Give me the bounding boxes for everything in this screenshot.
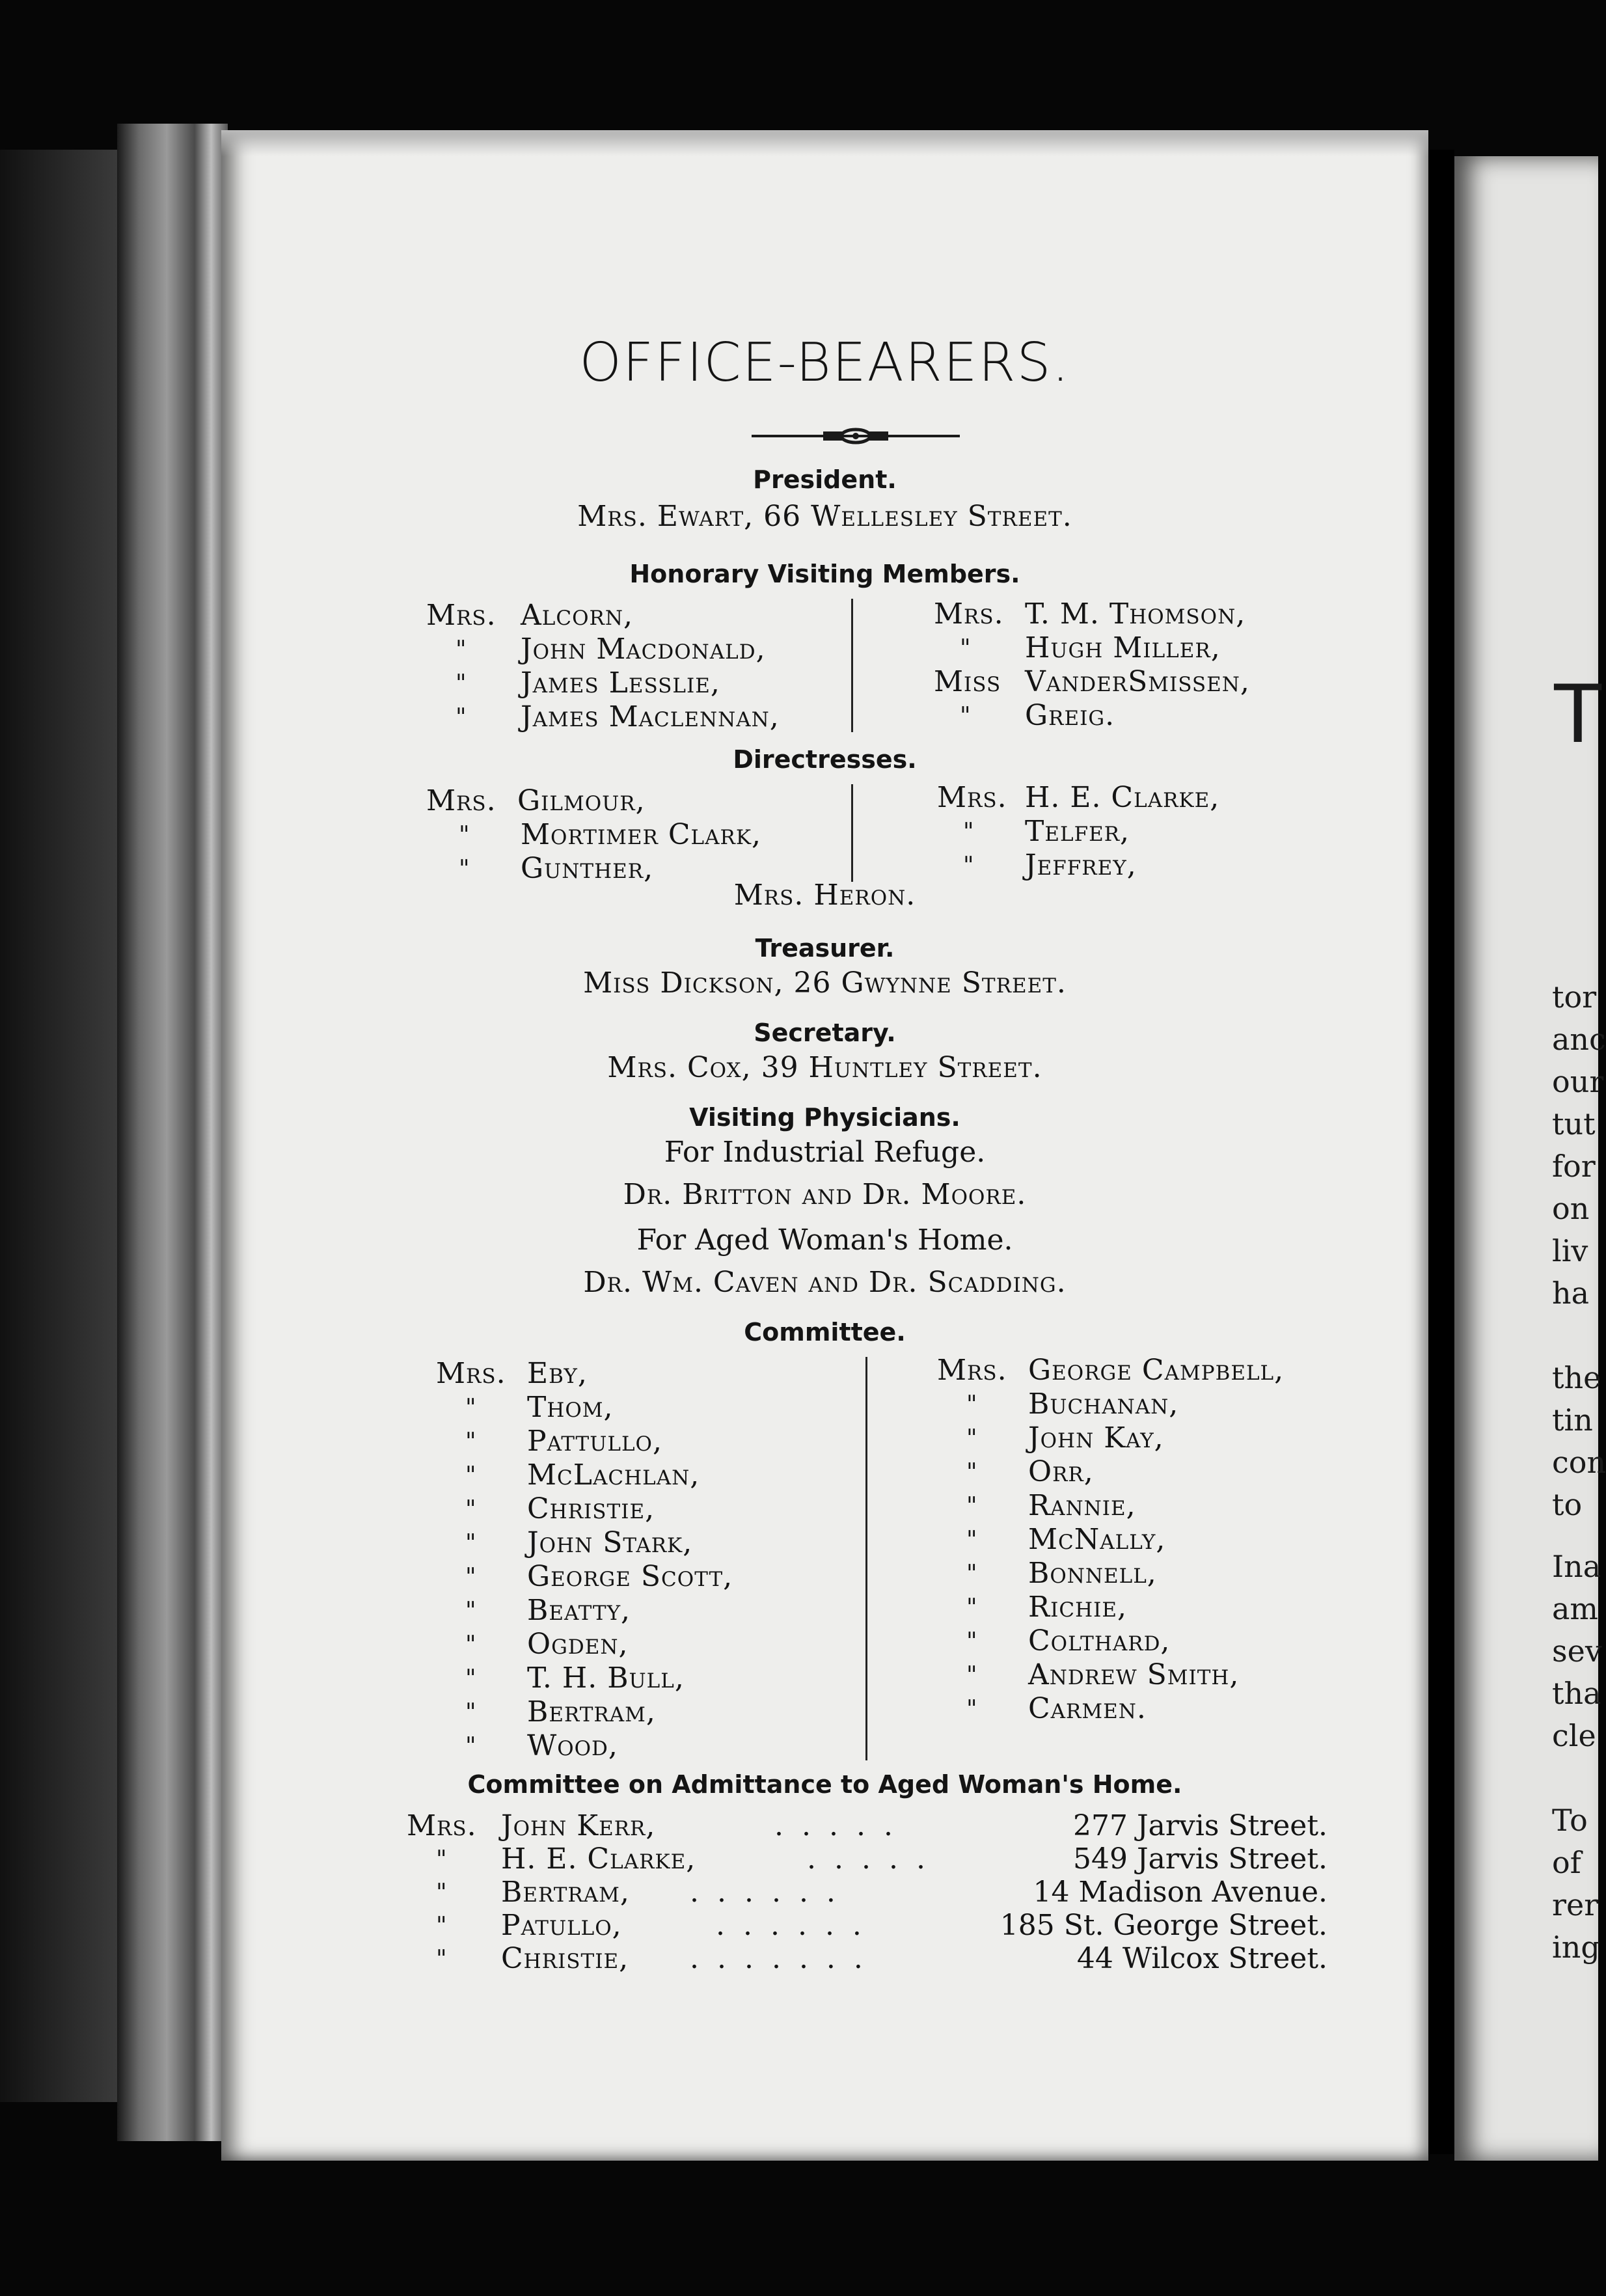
directresses-footer: Mrs. Heron.: [733, 879, 916, 912]
ditto-mark: ": [966, 1662, 977, 1689]
next-page-line: tin: [1552, 1402, 1593, 1438]
refuge-physicians: Dr. Britton and Dr. Moore.: [623, 1178, 1027, 1211]
ditto-mark: ": [966, 1459, 977, 1486]
next-page-line: on: [1552, 1191, 1590, 1226]
ditto-mark: ": [465, 1462, 476, 1489]
directresses-left-name: Gilmour,: [517, 784, 646, 817]
column-divider: [865, 1357, 867, 1760]
committee-right-name: Andrew Smith,: [1028, 1658, 1240, 1691]
next-page-line: the: [1552, 1360, 1601, 1395]
next-page-initial: T: [1552, 665, 1604, 760]
leader-dots: .....: [774, 1809, 911, 1842]
treasurer-name: Miss Dickson, 26 Gwynne Street.: [583, 966, 1067, 1000]
honorary-left-name: James Lesslie,: [521, 666, 720, 700]
committee-left-name: Ogden,: [527, 1628, 629, 1661]
committee-right-title: Mrs.: [937, 1354, 1007, 1387]
committee-right-name: Orr,: [1028, 1455, 1094, 1488]
admittance-name: Patullo,: [501, 1909, 622, 1942]
committee-left-name: Christie,: [527, 1492, 655, 1525]
ditto-mark: ": [465, 1395, 476, 1421]
physicians-heading: Visiting Physicians.: [689, 1103, 960, 1132]
leader-dots: ......: [690, 1876, 854, 1909]
treasurer-heading: Treasurer.: [755, 934, 895, 963]
column-divider: [851, 784, 853, 882]
ditto-mark: ": [456, 636, 467, 663]
ditto-mark: ": [465, 1598, 476, 1624]
page-gutter: [1428, 150, 1454, 2154]
committee-left-title: Mrs.: [436, 1357, 506, 1390]
next-page-line: anc: [1552, 1022, 1606, 1057]
next-page-line: for: [1552, 1149, 1596, 1184]
ditto-mark: ": [436, 1879, 447, 1906]
honorary-left-title: Mrs.: [426, 599, 497, 632]
committee-right-name: Rannie,: [1028, 1489, 1136, 1522]
honorary-left-name: Alcorn,: [521, 599, 633, 632]
next-page-line: tut: [1552, 1106, 1596, 1141]
admittance-name: Christie,: [501, 1942, 629, 1975]
next-page-line: tha: [1552, 1676, 1601, 1711]
committee-left-name: McLachlan,: [527, 1458, 700, 1492]
next-page-line: of: [1552, 1845, 1581, 1880]
ditto-mark: ": [966, 1561, 977, 1587]
directresses-left-name: Mortimer Clark,: [521, 818, 762, 851]
book-spine-edge: [117, 124, 228, 2141]
admittance-address: 185 St. George Street.: [1000, 1909, 1327, 1942]
leader-dots: .......: [690, 1942, 881, 1975]
ditto-mark: ": [465, 1496, 476, 1523]
next-page-fragment: [1454, 156, 1606, 2161]
ditto-mark: ": [456, 670, 467, 697]
president-name: Mrs. Ewart, 66 Wellesley Street.: [577, 500, 1072, 533]
committee-heading: Committee.: [744, 1318, 906, 1346]
ditto-mark: ": [966, 1696, 977, 1723]
ditto-mark: ": [456, 704, 467, 731]
next-page-line: ha: [1552, 1276, 1590, 1311]
honorary-left-name: James Maclennan,: [521, 700, 780, 733]
honorary-right-name: VanderSmissen,: [1025, 665, 1250, 698]
next-page-line: our: [1552, 1064, 1604, 1099]
directresses-left-name: Gunther,: [521, 852, 654, 885]
next-page-line: con: [1552, 1445, 1606, 1480]
next-page-line: am: [1552, 1591, 1599, 1626]
committee-right-name: Colthard,: [1028, 1624, 1171, 1658]
ditto-mark: ": [465, 1530, 476, 1557]
page-title: OFFICE-BEARERS.: [579, 332, 1070, 394]
ditto-mark: ": [465, 1428, 476, 1455]
next-page-line: Ina: [1552, 1549, 1601, 1584]
ditto-mark: ": [459, 822, 470, 849]
refuge-label: For Industrial Refuge.: [664, 1136, 986, 1169]
home-physicians: Dr. Wm. Caven and Dr. Scadding.: [583, 1266, 1067, 1299]
directresses-right-title: Mrs.: [937, 781, 1007, 814]
next-page-line: liv: [1552, 1233, 1588, 1268]
committee-right-name: George Campbell,: [1028, 1354, 1285, 1387]
admittance-heading: Committee on Admittance to Aged Woman's Home.: [467, 1770, 1182, 1799]
admittance-title: Mrs.: [407, 1809, 477, 1842]
next-page-line: To: [1552, 1803, 1588, 1838]
admittance-address: 277 Jarvis Street.: [1073, 1809, 1327, 1842]
ditto-mark: ": [966, 1425, 977, 1452]
next-page-line: rer: [1552, 1887, 1599, 1922]
honorary-left-name: John Macdonald,: [521, 633, 766, 666]
next-page-line: sev: [1552, 1633, 1602, 1669]
ditto-mark: ": [966, 1628, 977, 1655]
secretary-name: Mrs. Cox, 39 Huntley Street.: [607, 1051, 1042, 1084]
committee-left-name: John Stark,: [527, 1526, 693, 1559]
next-page-line: to: [1552, 1487, 1583, 1522]
honorary-right-title: Mrs.: [934, 597, 1004, 631]
admittance-name: Bertram,: [501, 1876, 630, 1909]
admittance-address: 44 Wilcox Street.: [1076, 1942, 1327, 1975]
column-divider: [851, 599, 853, 732]
ornament-divider-icon: [752, 426, 960, 446]
committee-left-name: George Scott,: [527, 1560, 733, 1593]
ditto-mark: ": [960, 703, 971, 730]
directresses-right-name: Telfer,: [1025, 815, 1130, 848]
ditto-mark: ": [966, 1391, 977, 1418]
next-page-line: cle: [1552, 1718, 1596, 1753]
ditto-mark: ": [465, 1733, 476, 1760]
book-shadow: [0, 150, 117, 2102]
honorary-right-name: Hugh Miller,: [1025, 631, 1221, 664]
ditto-mark: ": [459, 856, 470, 882]
admittance-address: 14 Madison Avenue.: [1033, 1876, 1327, 1909]
directresses-heading: Directresses.: [733, 745, 917, 774]
committee-right-name: McNally,: [1028, 1523, 1166, 1556]
ditto-mark: ": [465, 1632, 476, 1658]
ditto-mark: ": [436, 1846, 447, 1873]
ditto-mark: ": [963, 819, 974, 845]
leader-dots: ......: [716, 1909, 880, 1942]
committee-left-name: T. H. Bull,: [527, 1661, 685, 1695]
document-page: [221, 130, 1428, 2161]
ditto-mark: ": [966, 1527, 977, 1553]
ditto-mark: ": [960, 635, 971, 662]
ditto-mark: ": [465, 1564, 476, 1591]
committee-left-name: Thom,: [527, 1391, 614, 1424]
committee-right-name: Carmen.: [1028, 1692, 1147, 1725]
committee-left-name: Pattullo,: [527, 1425, 662, 1458]
directresses-right-name: Jeffrey,: [1025, 849, 1137, 882]
leader-dots: .....: [807, 1842, 944, 1876]
president-heading: President.: [753, 465, 897, 494]
directresses-left-title: Mrs.: [426, 784, 497, 817]
secretary-heading: Secretary.: [754, 1018, 896, 1047]
committee-right-name: John Kay,: [1028, 1421, 1164, 1455]
ditto-mark: ": [966, 1594, 977, 1621]
ditto-mark: ": [436, 1946, 447, 1973]
committee-left-name: Beatty,: [527, 1594, 631, 1627]
directresses-right-name: H. E. Clarke,: [1025, 781, 1220, 814]
honorary-right-name: T. M. Thomson,: [1025, 597, 1246, 631]
next-page-line: tor: [1552, 979, 1597, 1015]
admittance-address: 549 Jarvis Street.: [1073, 1842, 1327, 1876]
ditto-mark: ": [436, 1913, 447, 1939]
committee-right-name: Richie,: [1028, 1591, 1127, 1624]
honorary-right-title: Miss: [934, 665, 1001, 698]
committee-left-name: Eby,: [527, 1357, 588, 1390]
ditto-mark: ": [465, 1699, 476, 1726]
honorary-right-name: Greig.: [1025, 699, 1115, 732]
ditto-mark: ": [465, 1665, 476, 1692]
next-page-line: ing: [1552, 1930, 1600, 1965]
admittance-name: John Kerr,: [501, 1809, 656, 1842]
committee-right-name: Buchanan,: [1028, 1387, 1179, 1421]
ditto-mark: ": [963, 853, 974, 879]
home-label: For Aged Woman's Home.: [636, 1223, 1013, 1257]
admittance-name: H. E. Clarke,: [501, 1842, 696, 1876]
ditto-mark: ": [966, 1493, 977, 1520]
honorary-heading: Honorary Visiting Members.: [629, 560, 1020, 588]
committee-right-name: Bonnell,: [1028, 1557, 1157, 1590]
committee-left-name: Bertram,: [527, 1695, 656, 1729]
committee-left-name: Wood,: [527, 1729, 618, 1762]
